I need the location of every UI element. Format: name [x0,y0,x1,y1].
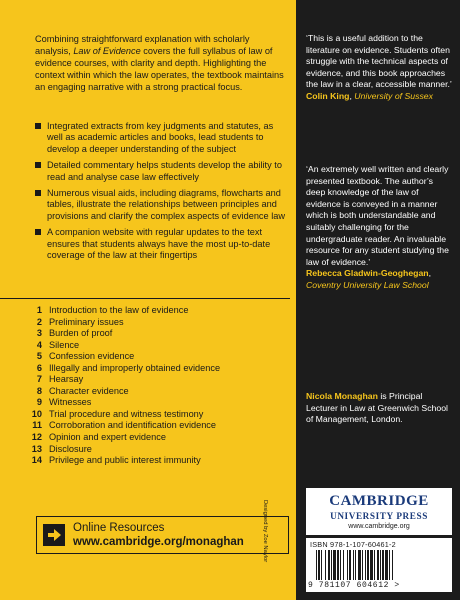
barcode-bar [343,550,344,580]
barcode-bar [389,550,390,580]
review-quote: ‘An extremely well written and clearly presented textbook. The author’s deep knowledge of the law of evidence is conveyed in a manner which is both understandable and suitably challenging for the undergraduate reader. An invaluable resource for any student studying the law of evidence.’ Rebecca Gladwin-Geoghegan, Coventry University Law School [306,164,449,290]
contents-item: 5 Confession evidence [36,351,135,362]
barcode-bar [331,550,332,580]
contents-item: 13 Disclosure [31,443,92,454]
publisher-url: www.cambridge.org [348,523,410,530]
arrow-right-square-icon [43,524,65,546]
feature-item: Numerous visual aids, including diagrams, flowcharts and tables, illustrate the relationships between principles and provisions and clarify the complex aspects of evidence law [35,188,285,222]
barcode-bar [380,550,381,580]
feature-item: A companion website with regular updates to the text ensures that students always have the most up-to-date coverage of the law at their fingertips [35,227,285,261]
bullet-square-icon [35,229,41,235]
publisher-logo: CAMBRIDGE UNIVERSITY PRESS www.cambridge.org [306,488,452,535]
contents-item: 7 Hearsay [36,374,84,385]
barcode-bar [392,550,393,580]
intro-text-end: covers the full syllabus of law of evidence courses, with clarity and depth. Highlighting the context within which the law operates, the textbook maintains an engaging narrative with a strong practical focus. [35,46,284,92]
online-resources-label: Online Resources [73,522,165,534]
barcode-bar [321,550,322,580]
section-divider [0,298,290,299]
table-of-contents [28,305,288,467]
barcode-bar [316,550,317,580]
isbn-barcode [306,538,452,592]
barcode-bar [367,550,369,580]
barcode-bar [333,550,336,580]
intro-text-start: Combining straightforward explanation with scholarly analysis, [35,34,250,56]
reviewer-affiliation: Coventry University Law School [306,279,429,290]
barcode-bar [347,550,348,580]
barcode-bar [337,550,339,580]
contents-item: 10 Trial procedure and witness testimony [31,408,204,419]
author-name: Nicola Monaghan [306,391,378,401]
contents-item: 11 Corroboration and identification evidence [32,420,217,431]
barcode-bar [340,550,341,580]
contents-item: 6 Illegally and improperly obtained evidence [36,362,221,373]
contents-item: 2 Preliminary issues [36,316,124,327]
barcode-bar [362,550,363,580]
author-bio: Nicola Monaghan is Principal Lecturer in Law at Greenwich School of Management, London. [306,391,448,425]
online-resources-box[interactable] [36,516,289,554]
barcode-bar [365,550,366,580]
contents-item: 14 Privilege and public interest immunity [31,455,201,466]
barcode-bar [325,550,326,580]
feature-item: Integrated extracts from key judgments and statutes, as well as academic articles and books, lead students to develop a deeper understanding of the subject [35,121,285,155]
reviewer-name: Rebecca Gladwin-Geoghegan [306,268,429,279]
intro-paragraph [35,33,285,93]
contents-item: 1 Introduction to the law of evidence [36,305,189,315]
reviewer-affiliation: University of Sussex [354,90,433,101]
barcode-digits: 9 781107 604612 > [308,581,400,590]
feature-item: Detailed commentary helps students develop the ability to read and analyse case law effectively [35,160,285,183]
barcode-bar [358,550,361,580]
bullet-square-icon [35,123,41,129]
book-title: Law of Evidence [73,46,141,56]
contents-item: 8 Character evidence [36,385,129,396]
barcode-bar [377,550,379,580]
isbn-label: ISBN 978-1-107-60461-2 [310,540,396,549]
barcode-bar [353,550,354,580]
barcode-bars [316,550,442,580]
bullet-square-icon [35,162,41,168]
barcode-bar [349,550,351,580]
contents-item: 12 Opinion and expert evidence [31,432,166,443]
feature-list [35,121,285,266]
barcode-bar [382,550,384,580]
review-quote: ‘This is a useful addition to the literature on evidence. Students often struggle with the technical aspects of evidence, and this book approaches the law in a clear, accessible manner.’ Colin King, University of Sussex [306,33,452,101]
contents-item: 3 Burden of proof [36,328,113,339]
barcode-bar [370,550,373,580]
barcode-bar [385,550,388,580]
barcode-bar [355,550,356,580]
online-resources-link[interactable]: www.cambridge.org/monaghan [73,536,244,548]
cover-right-panel [296,0,460,600]
designer-credit: Designed by Zoe Naylor [262,500,268,563]
barcode-bar [374,550,375,580]
barcode-bar [318,550,320,580]
bullet-square-icon [35,190,41,196]
reviewer-name: Colin King [306,90,350,101]
contents-item: 9 Witnesses [36,397,92,408]
barcode-bar [328,550,330,580]
contents-item: 4 Silence [36,339,80,350]
